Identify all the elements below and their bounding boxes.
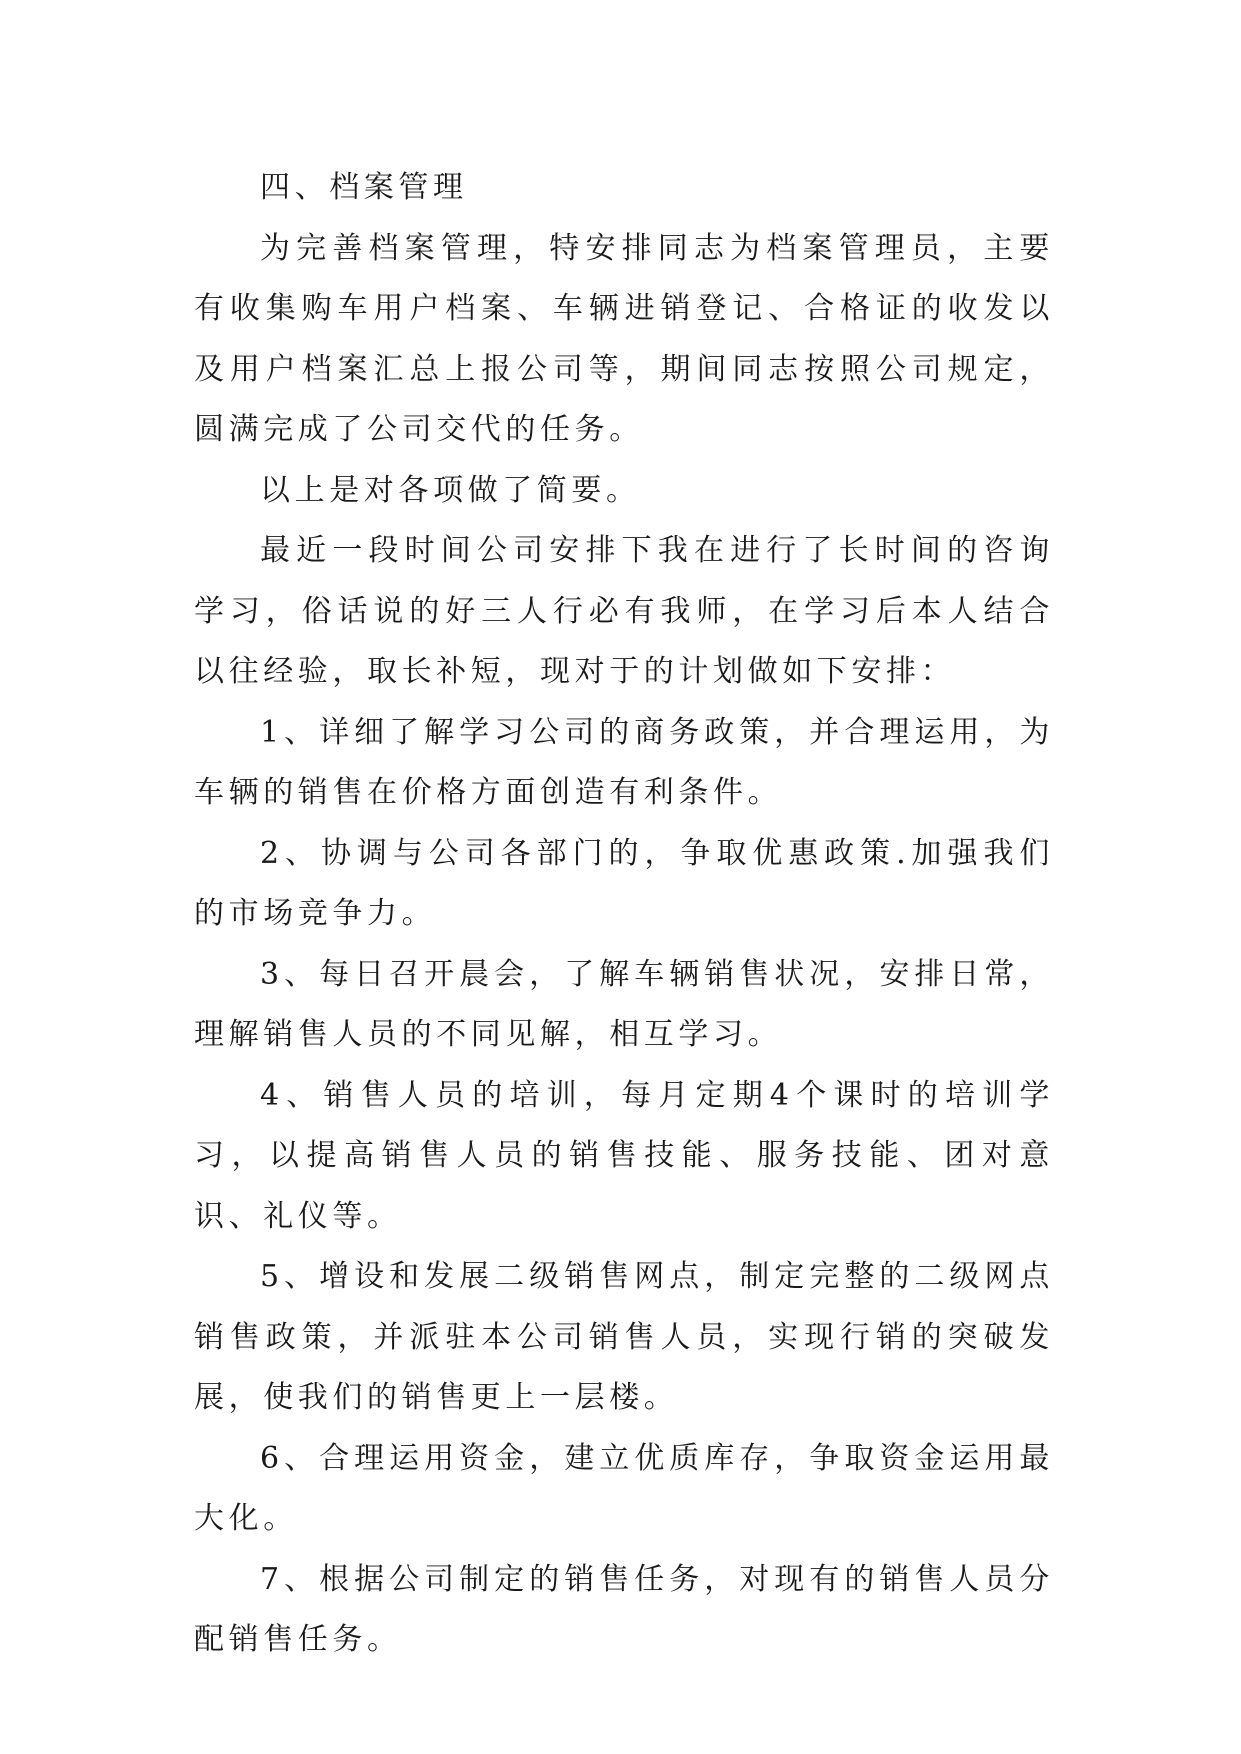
list-item-4: 4、销售人员的培训，每月定期4个课时的培训学习，以提高销售人员的销售技能、服务技能、团对意识、礼仪等。	[194, 1077, 1054, 1234]
paragraph-summary: 以上是对各项做了简要。	[260, 472, 641, 508]
paragraph-plan-intro: 最近一段时间公司安排下我在进行了长时间的咨询学习，俗话说的好三人行必有我师，在学习后本人结合以往经验，取长补短，现对于的计划做如下安排：	[194, 533, 1054, 689]
section-heading-archive-management: 四、档案管理	[260, 170, 468, 205]
paragraph-archive-description: 为完善档案管理，特安排同志为档案管理员，主要有收集购车用户档案、车辆进销登记、合格证的收发以及用户档案汇总上报公司等，期间同志按照公司规定，圆满完成了公司交代的任务。	[194, 230, 1054, 447]
list-item-2: 2、协调与公司各部门的，争取优惠政策.加强我们的市场竞争力。	[194, 835, 1054, 931]
list-item-3: 3、每日召开晨会，了解车辆销售状况，安排日常，理解销售人员的不同见解，相互学习。	[194, 956, 1054, 1052]
document-body	[194, 158, 1054, 1671]
list-item-5: 5、增设和发展二级销售网点，制定完整的二级网点销售政策，并派驻本公司销售人员，实现行销的突破发展，使我们的销售更上一层楼。	[194, 1259, 1054, 1415]
list-item-7: 7、根据公司制定的销售任务，对现有的销售人员分配销售任务。	[194, 1561, 1054, 1657]
list-item-1: 1、详细了解学习公司的商务政策，并合理运用，为车辆的销售在价格方面创造有利条件。	[194, 714, 1054, 810]
list-item-6: 6、合理运用资金，建立优质库存，争取资金运用最大化。	[194, 1440, 1054, 1536]
